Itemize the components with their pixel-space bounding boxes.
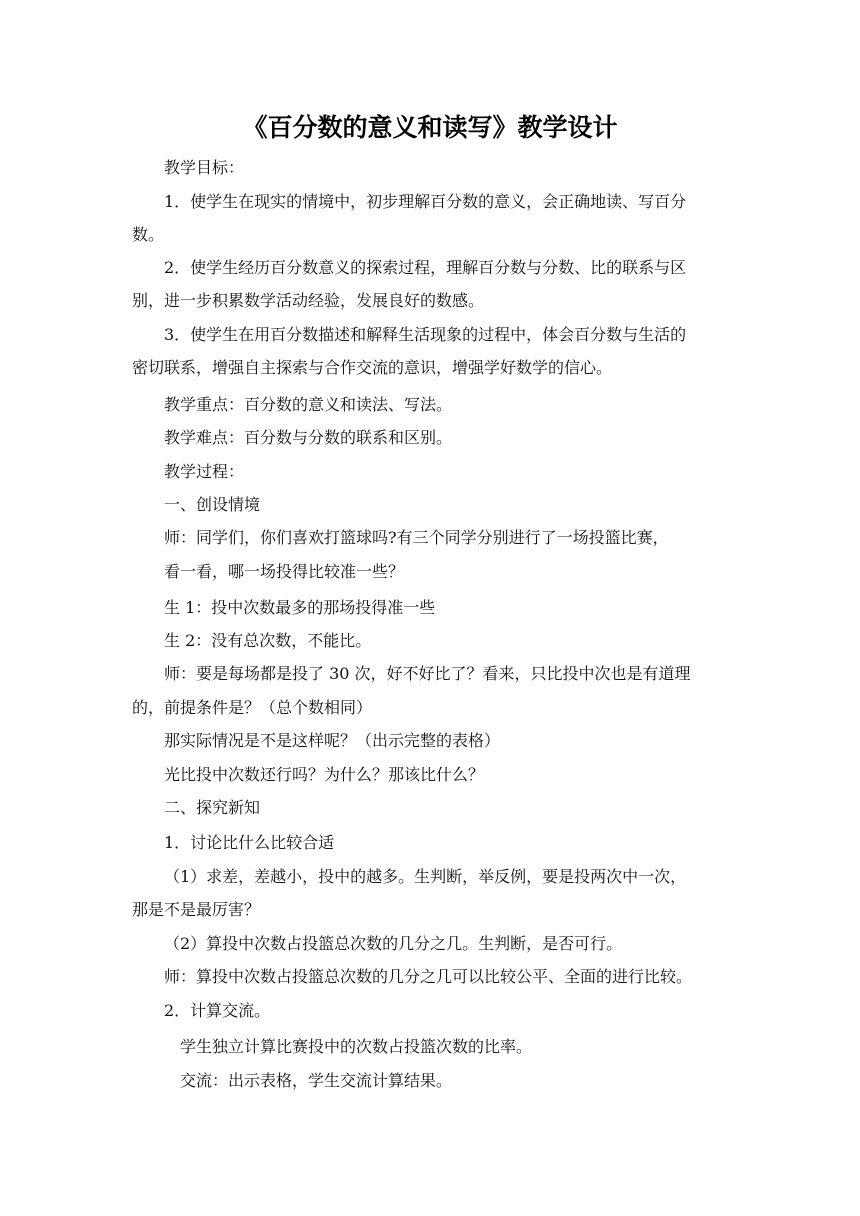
paragraph-line: （2）算投中次数占投篮总次数的几分之几。生判断，是否可行。: [164, 934, 623, 953]
paragraph-line: 师：要是每场都是投了 30 次，好不好比了？看来，只比投中次也是有道理: [164, 664, 691, 683]
paragraph-line: 那实际情况是不是这样呢？（出示完整的表格）: [164, 731, 501, 750]
paragraph-line: 教学难点：百分数与分数的联系和区别。: [164, 428, 453, 447]
paragraph-line: 教学目标：: [164, 158, 245, 177]
paragraph-line: 1．使学生在现实的情境中，初步理解百分数的意义，会正确地读、写百分: [164, 192, 687, 211]
paragraph-line: 看一看，哪一场投得比较准一些？: [164, 562, 405, 581]
section-heading: 二、探究新知: [164, 798, 261, 817]
paragraph-line: 师：同学们，你们喜欢打篮球吗?有三个同学分别进行了一场投篮比赛，: [164, 528, 669, 547]
paragraph-line: 教学过程：: [164, 462, 245, 481]
paragraph-line: 密切联系，增强自主探索与合作交流的意识，增强学好数学的信心。: [132, 358, 613, 377]
paragraph-line: 别，进一步积累数学活动经验，发展良好的数感。: [132, 291, 485, 310]
paragraph-line: 的，前提条件是？（总个数相同）: [132, 698, 373, 717]
document-title: 《百分数的意义和读写》教学设计: [242, 113, 618, 142]
section-heading: 一、创设情境: [164, 495, 261, 514]
paragraph-line: 1．讨论比什么比较合适: [164, 833, 335, 852]
paragraph-line: 数。: [132, 225, 165, 244]
paragraph-line: （1）求差，差越小，投中的越多。生判断，举反例，要是投两次中一次，: [164, 867, 687, 886]
paragraph-line: 交流：出示表格，学生交流计算结果。: [180, 1071, 453, 1090]
paragraph-line: 学生独立计算比赛投中的次数占投篮次数的比率。: [180, 1037, 533, 1056]
paragraph-line: 生 2：没有总次数，不能比。: [164, 631, 372, 650]
paragraph-line: 光比投中次数还行吗？为什么？那该比什么？: [164, 765, 485, 784]
paragraph-line: 那是不是最厉害？: [132, 900, 261, 919]
paragraph-line: 生 1：投中次数最多的那场投得准一些: [164, 598, 436, 617]
paragraph-line: 2．计算交流。: [164, 1001, 271, 1020]
paragraph-line: 3．使学生在用百分数描述和解释生活现象的过程中，体会百分数与生活的: [164, 325, 687, 344]
paragraph-line: 教学重点：百分数的意义和读法、写法。: [164, 395, 453, 414]
paragraph-line: 2．使学生经历百分数意义的探索过程，理解百分数与分数、比的联系与区: [164, 258, 687, 277]
paragraph-line: 师：算投中次数占投篮总次数的几分之几可以比较公平、全面的进行比较。: [164, 967, 693, 986]
